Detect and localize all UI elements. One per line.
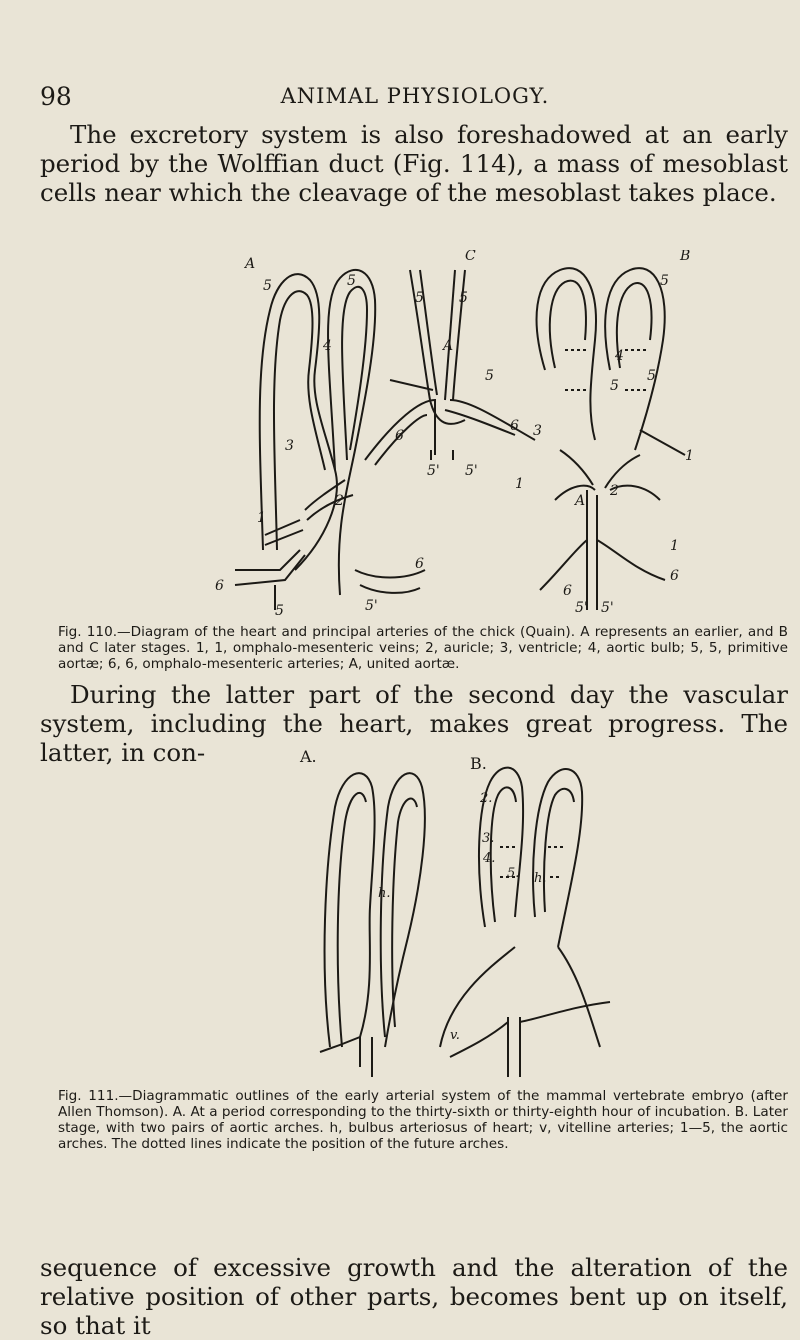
fig110-label-5p-c2: 5' [465, 463, 478, 479]
fig110-label-1: 1 [257, 510, 266, 526]
fig111-label-a: A. [300, 747, 317, 766]
fig110-label-ap-b: A' [575, 493, 589, 509]
fig110-label-4: 4 [323, 338, 332, 354]
running-title: ANIMAL PHYSIOLOGY. [280, 84, 550, 108]
fig110-label-5-b: 5 [347, 273, 356, 289]
fig110-label-6-b1: 6 [563, 583, 572, 599]
paragraph-continuation: sequence of excessive growth and the alteration of the relative position of other parts, becomes bent up on itself, so that it [40, 1253, 788, 1340]
fig110-label-3: 3 [285, 438, 294, 454]
fig110-label-1-b3: 1 [670, 538, 679, 554]
figure-111-caption: Fig. 111.—Diagrammatic outlines of the early arterial system of the mammal vertebrate embryo (after Allen Thomson). A. At a period corresponding to the thirty-sixth or thirty-eighth hour of incubation. B. Later stage, with two pairs of aortic arches. h, bulbus arteriosus of heart; v, vitelline arteries; 1—5, the aortic arches. The dotted lines indicate the position of the future arches. [58, 1088, 788, 1152]
fig110-label-b: B [680, 250, 691, 264]
fig111-label-h-a: h. [378, 886, 391, 901]
fig110-label-1-b2: 1 [515, 476, 524, 492]
fig110-label-a: A [245, 256, 256, 272]
fig111-label-v: v. [450, 1028, 460, 1043]
figure-111 [290, 747, 640, 1082]
fig110-label-5-b3: 5 [647, 368, 656, 384]
fig111-label-b: B. [470, 754, 487, 773]
diagram-b [537, 268, 685, 610]
fig110-label-2: 2 [335, 493, 344, 509]
running-head [0, 82, 800, 112]
figure-110-diagram [215, 250, 775, 620]
fig110-label-5-c3: 5 [485, 368, 494, 384]
fig110-label-6-a: 6 [215, 578, 224, 594]
fig110-label-a-c: A [443, 338, 454, 354]
fig111-label-4: 4. [483, 851, 496, 866]
fig110-label-2-b: 2 [610, 483, 619, 499]
fig110-label-3-b: 3 [533, 423, 542, 439]
page-number: 98 [40, 82, 72, 111]
fig110-label-5p-a: 5' [365, 598, 378, 614]
paragraph-excretory: The excretory system is also foreshadowed at an early period by the Wolffian duct (Fig. 114), a mass of mesoblast cells near which the cleavage of the mesoblast takes place. [40, 120, 788, 207]
fig110-label-5-bottom: 5 [275, 603, 284, 619]
fig110-label-5p-b1: 5' [575, 600, 588, 616]
fig110-label-5p-b2: 5' [601, 600, 614, 616]
fig110-label-6-b: 6 [415, 556, 424, 572]
figure-110 [215, 250, 775, 620]
figure-110-caption: Fig. 110.—Diagram of the heart and principal arteries of the chick (Quain). A represents an earlier, and B and C later stages. 1, 1, omphalo-mesenteric veins; 2, auricle; 3, ventricle; 4, aortic bulb; 5, 5, primitive aortæ; 6, 6, omphalo-mesenteric arteries; A, united aortæ. [58, 624, 788, 672]
fig110-label-5-a: 5 [263, 278, 272, 294]
fig110-label-4-b: 4 [615, 348, 624, 364]
fig110-label-5-c1: 5 [415, 290, 424, 306]
fig110-label-5-c2: 5 [459, 290, 468, 306]
diagram-c [365, 270, 535, 465]
fig110-label-6-b2: 6 [670, 568, 679, 584]
fig111-label-5: 5. [507, 866, 520, 881]
fig110-label-c: C [465, 250, 476, 264]
fig110-label-5-b1: 5 [660, 273, 669, 289]
fig110-label-1-b1: 1 [685, 448, 694, 464]
paragraph-vascular: During the latter part of the second day the vascular system, including the heart, makes great progress. The latter, in con- [40, 680, 788, 767]
diagram-b-111 [440, 768, 610, 1077]
fig111-label-2: 2. [480, 791, 493, 806]
diagram-a-111 [320, 773, 425, 1077]
fig111-label-h-b: h. [534, 871, 547, 886]
fig110-label-6-c2: 6 [510, 418, 519, 434]
fig110-label-6-c1: 6 [395, 428, 404, 444]
figure-111-diagram [290, 747, 640, 1082]
fig110-label-5p-c1: 5' [427, 463, 440, 479]
fig111-label-3: 3. [482, 831, 495, 846]
fig110-label-5-b2: 5 [610, 378, 619, 394]
